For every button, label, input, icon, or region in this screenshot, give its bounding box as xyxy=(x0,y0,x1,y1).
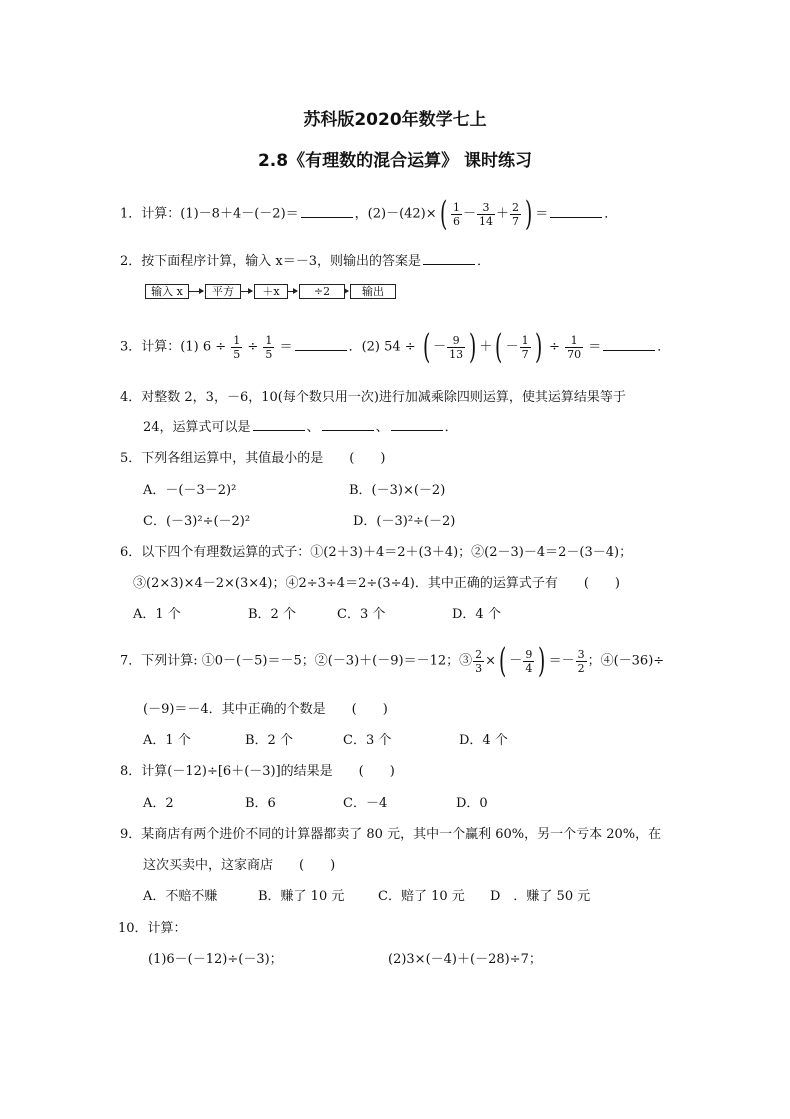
q9-option-d: D ．赚了 50 元 xyxy=(490,889,591,904)
q3-part2: ．(2) 54 ÷ xyxy=(348,339,420,355)
question-7-line-2: (－9)＝－4．其中正确的个数是 ( ) xyxy=(143,702,388,717)
page-title: 苏科版2020年数学七上 xyxy=(303,110,487,130)
fraction: $\frac{1}{70}$ xyxy=(567,333,582,361)
fraction: $\frac{1}{5}$ xyxy=(233,333,241,361)
q8-option-b: B．6 xyxy=(245,796,276,811)
q8-option-a: A．2 xyxy=(143,796,174,811)
q2-text: 2．按下面程序计算，输入 x＝－3，则输出的答案是 xyxy=(120,254,422,269)
fraction: $\frac{9}{13}$ xyxy=(449,333,464,361)
fraction: $\frac{1}{5}$ xyxy=(265,333,273,361)
fraction: $\frac{1}{7}$ xyxy=(521,333,529,361)
q6-option-a: A．1 个 xyxy=(133,607,181,622)
page-subtitle: 2.8《有理数的混合运算》 课时练习 xyxy=(257,151,533,171)
fraction: $\frac{3}{14}$ xyxy=(478,200,493,228)
q3-part1: 3．计算：(1) 6 ÷ xyxy=(120,339,231,355)
flow-box-output: 输出 xyxy=(350,284,396,299)
q1-part1: 1．计算：(1)－8＋4－(－2)＝ xyxy=(120,206,299,222)
flow-box-input: 输入 x xyxy=(145,284,189,299)
fraction: $\frac{1}{6}$ xyxy=(452,200,460,228)
question-8-stem: 8．计算(－12)÷[6＋(－3)]的结果是 ( ) xyxy=(120,764,395,779)
question-5-stem: 5．下列各组运算中，其值最小的是 ( ) xyxy=(120,451,386,466)
q5-option-d: D．(－3)²÷(－2) xyxy=(353,514,456,529)
q8-option-d: D．0 xyxy=(456,796,488,811)
fraction: $\frac{2}{3}$ xyxy=(475,647,483,675)
flow-arrow xyxy=(345,291,348,292)
flow-arrow xyxy=(189,291,203,292)
q8-option-c: C．－4 xyxy=(343,796,388,811)
question-9-line-2: 这次买卖中，这家商店 ( ) xyxy=(143,858,336,873)
q4-answer-blank-2 xyxy=(322,429,374,431)
flow-box-divide-2: ÷2 xyxy=(299,284,345,299)
right-paren: ) xyxy=(524,194,533,234)
q1-part2: ，(2)－(42) xyxy=(354,206,426,222)
q3-answer-blank-2 xyxy=(603,349,655,351)
q9-option-a: A．不赔不赚 xyxy=(143,889,218,904)
q9-option-b: B．赚了 10 元 xyxy=(258,889,345,904)
question-6-line-1: 6．以下四个有理数运算的式子：①(2＋3)＋4＝2＋(3＋4)；②(2－3)－4＝2－(3－4)； xyxy=(120,545,633,560)
q10-part-1: (1)6－(－12)÷(－3)； xyxy=(148,952,283,967)
fraction: $\frac{3}{2}$ xyxy=(577,647,585,675)
question-4-line-1: 4．对整数 2，3，－6，10(每个数只用一次)进行加减乘除四则运算，使其运算结果等于 xyxy=(120,390,626,405)
q2-answer-blank xyxy=(423,263,475,265)
question-6-line-2: ③(2×3)×4－2×(3×4)；④2÷3÷4＝2÷(3÷4)．其中正确的运算式子有 ( ) xyxy=(133,576,620,591)
flow-box-square: 平方 xyxy=(205,284,241,299)
question-4-line-2: 24，运算式可以是 、 、 ． xyxy=(143,420,458,435)
question-10-stem: 10．计算： xyxy=(118,921,187,936)
q1-answer-blank-1 xyxy=(301,216,353,218)
flow-box-add-x: ＋x xyxy=(254,284,288,299)
q4-answer-blank-1 xyxy=(253,429,305,431)
q7-option-a: A．1 个 xyxy=(143,733,191,748)
q3-answer-blank-1 xyxy=(295,349,347,351)
q1-answer-blank-2 xyxy=(550,216,602,218)
fraction: $\frac{2}{7}$ xyxy=(511,200,519,228)
q5-option-b: B．(－3)×(－2) xyxy=(349,483,446,498)
q5-option-c: C．(－3)²÷(－2)² xyxy=(143,514,251,529)
question-2: 2．按下面程序计算，输入 x＝－3，则输出的答案是 ． xyxy=(120,254,491,269)
question-9-line-1: 9．某商店有两个进价不同的计算器都卖了 80 元，其中一个赢利 60%，另一个亏本 20%，在 xyxy=(120,827,662,842)
q7-option-c: C．3 个 xyxy=(343,733,392,748)
left-paren: ( xyxy=(439,194,447,234)
q7-option-d: D．4 个 xyxy=(459,733,508,748)
flow-arrow xyxy=(241,291,252,292)
question-1: 1．计算：(1)－8＋4－(－2)＝ ，(2)－(42)×( $\frac{1}{6}$ － $\frac{3}{14}$ ＋ $\frac{2}{7}$ ) ＝ ． xyxy=(120,194,618,234)
q6-option-b: B．2 个 xyxy=(248,607,296,622)
q10-part-2: (2)3×(－4)＋(－28)÷7； xyxy=(388,952,542,967)
times-sign: × xyxy=(425,206,437,222)
q6-option-d: D．4 个 xyxy=(452,607,501,622)
q5-option-a: A．－(－3－2)² xyxy=(143,483,237,498)
q7-option-b: B．2 个 xyxy=(245,733,293,748)
question-3: 3．计算：(1) 6 ÷ $\frac{1}{5}$ ÷ $\frac{1}{5}$ ＝ ．(2) 54 ÷ ( － $\frac{9}{13}$ ) ＋( － $\frac{1}{7}$ ) ÷ $\frac{1}{70}$ ＝ ． xyxy=(120,327,671,367)
flow-arrow xyxy=(288,291,297,292)
question-7-line-1: 7．下列计算: ①0－(－5)＝－5；②(－3)＋(－9)＝－12；③ $\frac{2}{3}$ ×( － $\frac{9}{4}$ ) ＝－ $\frac{3}{2}$ ；④(－36)÷ xyxy=(120,641,665,681)
q9-option-c: C．赔了 10 元 xyxy=(378,889,465,904)
fraction: $\frac{9}{4}$ xyxy=(525,647,533,675)
q4-answer-blank-3 xyxy=(391,429,443,431)
q6-option-c: C．3 个 xyxy=(337,607,386,622)
